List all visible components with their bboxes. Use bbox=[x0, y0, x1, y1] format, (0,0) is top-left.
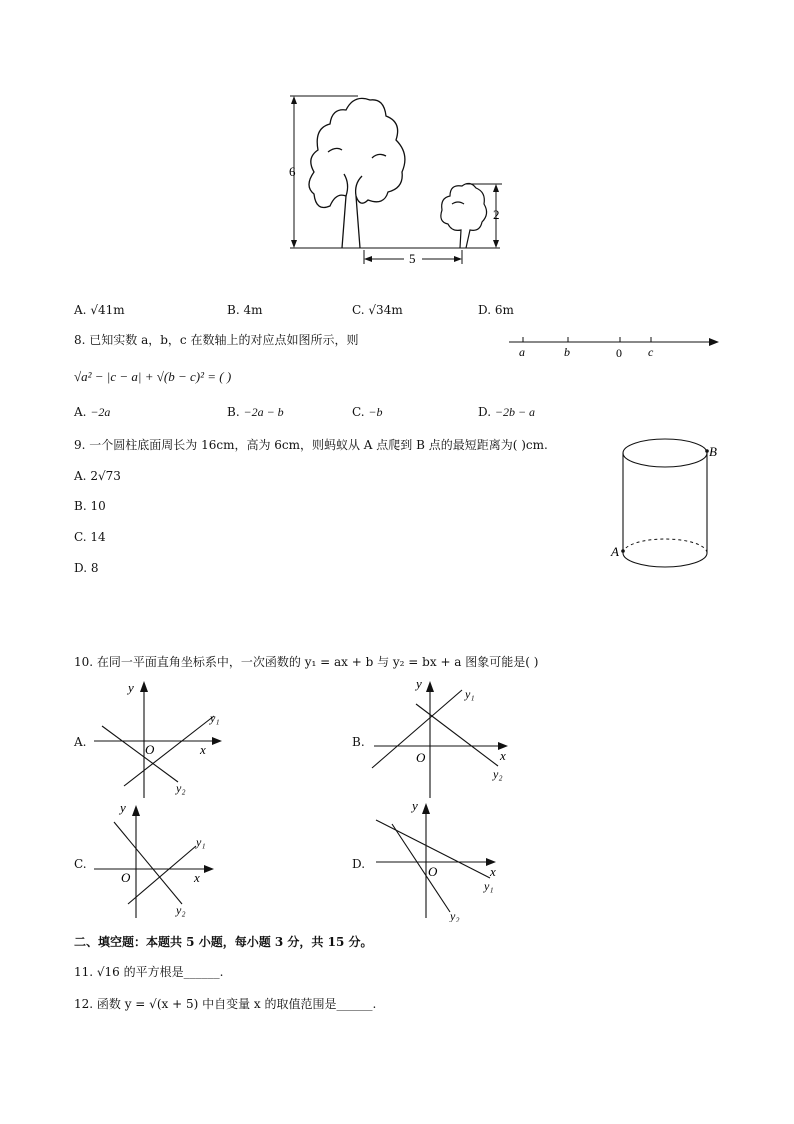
q9-stem: 9. 一个圆柱底面周长为 16cm，高为 6cm，则蚂蚁从 A 点爬到 B 点的最短距离为( )cm. bbox=[74, 438, 548, 452]
number-line-b: b bbox=[564, 345, 570, 359]
distance-5-label: 5 bbox=[409, 251, 416, 266]
height-6-label: 6 bbox=[289, 164, 296, 179]
graph-c-x-axis-label: x bbox=[194, 870, 200, 885]
q8-option-c: C. −b bbox=[352, 405, 383, 419]
q9-option-d: D. 8 bbox=[74, 561, 99, 575]
number-line bbox=[505, 330, 725, 362]
graph-d-x-axis-label: x bbox=[490, 864, 496, 879]
section-2-heading: 二、填空题：本题共 5 小题，每小题 3 分，共 15 分。 bbox=[74, 935, 373, 949]
graph-d-y-axis-label: y bbox=[412, 798, 418, 813]
height-2-label: 2 bbox=[493, 207, 500, 222]
graph-c-line-1-label: y₁ bbox=[196, 835, 206, 849]
q10-option-a-letter: A. bbox=[74, 735, 87, 749]
graph-a-origin-label: O bbox=[145, 742, 155, 757]
q11-text: 11. √16 的平方根是______. bbox=[74, 965, 224, 979]
graph-b-y-axis-label: y bbox=[416, 676, 422, 691]
q8-option-d: D. −2b − a bbox=[478, 405, 536, 419]
graph-a-x-axis-label: x bbox=[200, 742, 206, 757]
q8-option-b: B. −2a − b bbox=[227, 405, 284, 419]
graph-c-origin-label: O bbox=[121, 870, 131, 885]
graph-d-line-2-label: y₂ bbox=[450, 909, 460, 922]
cylinder-figure bbox=[606, 432, 726, 574]
number-line-zero: 0 bbox=[616, 346, 622, 360]
q8-option-a: A. −2a bbox=[74, 405, 111, 419]
q8-stem: 8. 已知实数 a，b，c 在数轴上的对应点如图所示，则 bbox=[74, 333, 359, 347]
small-tree bbox=[441, 183, 487, 248]
graph-a-line-1-label: y₁ bbox=[210, 711, 220, 725]
q12-text: 12. 函数 y = √(x + 5) 中自变量 x 的取值范围是______. bbox=[74, 997, 377, 1011]
graph-d-origin-label: O bbox=[428, 864, 438, 879]
cylinder-label-b: B bbox=[709, 444, 717, 459]
q10-option-c-letter: C. bbox=[74, 857, 87, 871]
q10-graph-a bbox=[86, 674, 236, 800]
graph-b-line-1-label: y₁ bbox=[465, 687, 475, 701]
q7-option-d: D. 6m bbox=[478, 303, 514, 317]
number-line-a: a bbox=[519, 345, 525, 359]
graph-d-line-1-label: y₁ bbox=[484, 879, 494, 893]
graph-c-line-2-label: y₂ bbox=[176, 903, 186, 917]
q7-option-a: A. √41m bbox=[74, 303, 125, 317]
q7-option-b: B. 4m bbox=[227, 303, 263, 317]
graph-c-y-axis-label: y bbox=[120, 800, 126, 815]
number-line-c: c bbox=[648, 345, 654, 359]
graph-b-line-2-label: y₂ bbox=[493, 767, 503, 781]
graph-a-y-axis-label: y bbox=[128, 680, 134, 695]
q8-expression: √a² − |c − a| + √(b − c)² = ( ) bbox=[74, 369, 232, 384]
graph-b-x-axis-label: x bbox=[500, 748, 506, 763]
q10-option-b-letter: B. bbox=[352, 735, 365, 749]
q7-option-c: C. √34m bbox=[352, 303, 403, 317]
q10-graph-c bbox=[86, 796, 236, 922]
q10-graph-d bbox=[366, 796, 526, 922]
tree-figure bbox=[280, 88, 520, 268]
graph-a-line-2-label: y₂ bbox=[176, 781, 186, 795]
q9-option-c: C. 14 bbox=[74, 530, 106, 544]
graph-b-origin-label: O bbox=[416, 750, 426, 765]
q10-stem: 10. 在同一平面直角坐标系中，一次函数的 y₁ = ax + b 与 y₂ = bx + a 图象可能是( ) bbox=[74, 655, 539, 669]
big-tree bbox=[309, 98, 405, 248]
q10-option-d-letter: D. bbox=[352, 857, 366, 871]
cylinder-label-a: A bbox=[611, 544, 619, 559]
q9-option-b: B. 10 bbox=[74, 499, 106, 513]
q9-option-a: A. 2√73 bbox=[74, 469, 121, 483]
q10-graph-b bbox=[366, 674, 526, 800]
